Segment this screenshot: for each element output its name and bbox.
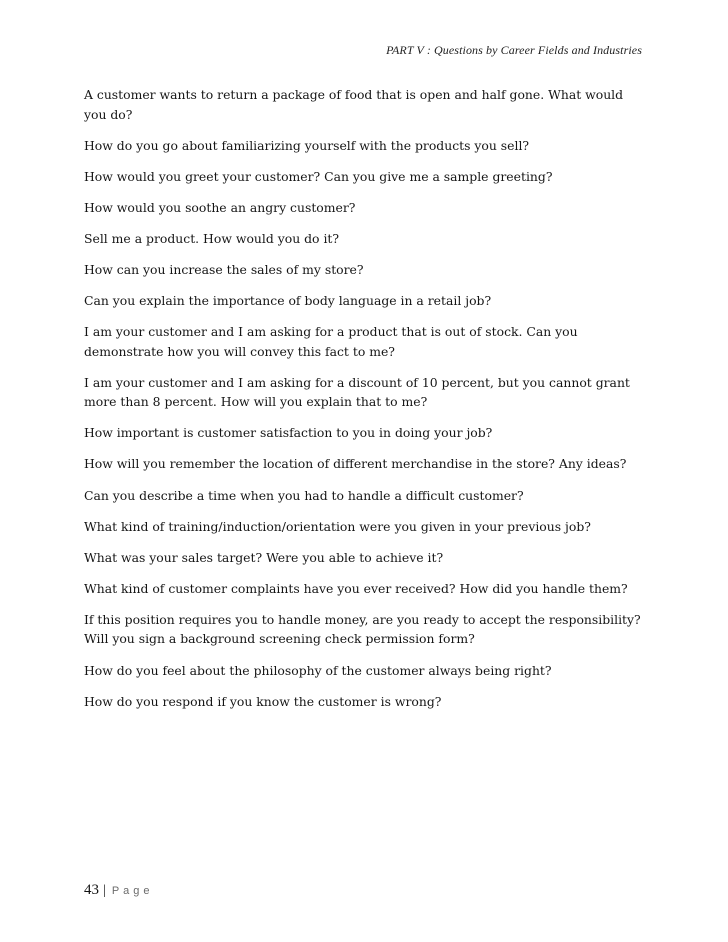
question-item: How can you increase the sales of my store?	[84, 261, 364, 277]
question-item: I am your customer and I am asking for a discount of 10 percent, but you cannot grant more than 8 percent. How will you explain that to me?	[84, 374, 630, 410]
question-item: I am your customer and I am asking for a product that is out of stock. Can you demonstrate how you will convey this fact to me?	[84, 324, 578, 359]
question-item: How do you go about familiarizing yourself with the products you sell?	[84, 137, 530, 153]
question-list	[84, 85, 644, 723]
header-rule	[81, 63, 642, 64]
page-number: 43	[84, 882, 99, 898]
running-header: PART V : Questions by Career Fields and Industries	[386, 43, 642, 57]
question-item: What was your sales target? Were you able to achieve it?	[84, 549, 444, 565]
page-footer	[84, 882, 154, 899]
question-item: How important is customer satisfaction to you in doing your job?	[84, 425, 493, 441]
question-item: Can you describe a time when you had to handle a difficult customer?	[84, 487, 524, 503]
question-item: What kind of customer complaints have you ever received? How did you handle them?	[84, 580, 628, 596]
question-item: How will you remember the location of different merchandise in the store? Any ideas?	[84, 456, 627, 472]
question-item: How do you feel about the philosophy of the customer always being right?	[84, 662, 552, 678]
question-item: A customer wants to return a package of food that is open and half gone. What would you do?	[84, 87, 624, 122]
question-item: How would you soothe an angry customer?	[84, 199, 356, 215]
question-item: Sell me a product. How would you do it?	[84, 230, 340, 246]
question-item: What kind of training/induction/orientation were you given in your previous job?	[84, 518, 591, 534]
question-item: Can you explain the importance of body language in a retail job?	[84, 293, 492, 309]
footer-separator: |	[103, 883, 106, 898]
question-item: How do you respond if you know the customer is wrong?	[84, 693, 442, 709]
question-item: If this position requires you to handle money, are you ready to accept the responsibility? Will you sign a background screening check permission form?	[84, 611, 641, 647]
question-item: How would you greet your customer? Can you give me a sample greeting?	[84, 168, 553, 184]
page-label: Page	[111, 885, 154, 897]
